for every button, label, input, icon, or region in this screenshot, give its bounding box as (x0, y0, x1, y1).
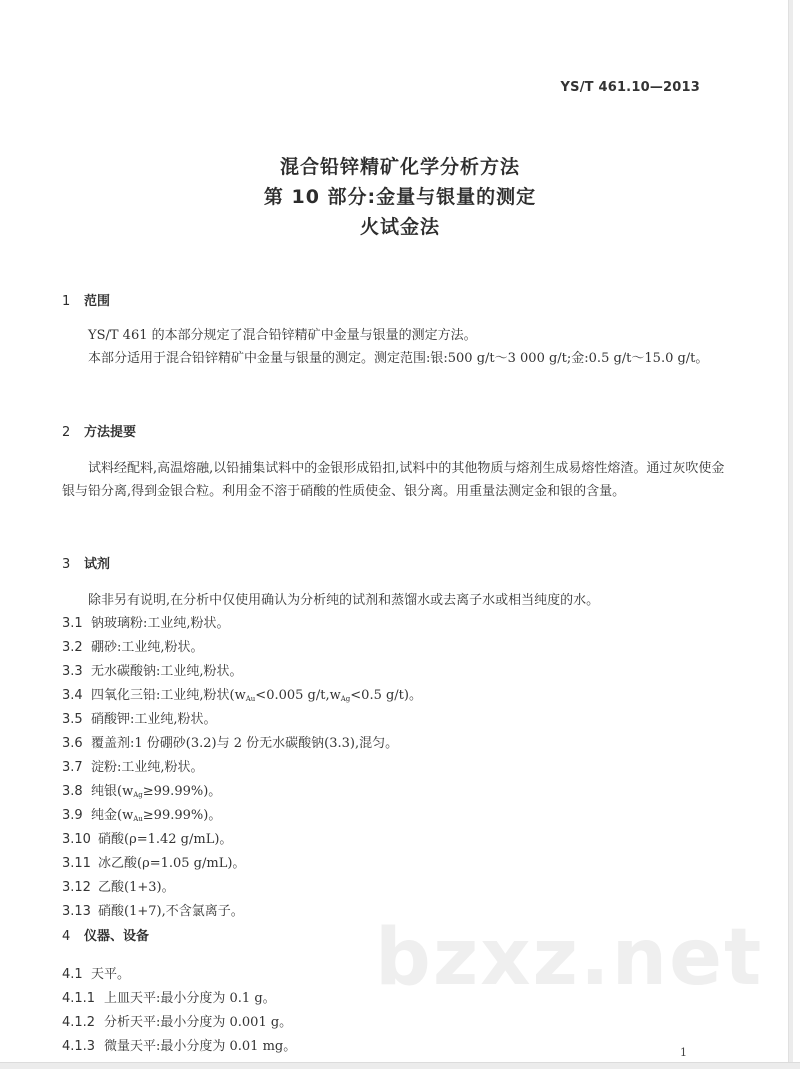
section-title: 范围 (84, 294, 111, 309)
list-item: 3.10 硝酸(ρ=1.42 g/mL)。 (62, 832, 233, 847)
list-item: 3.3 无水碳酸钠:工业纯,粉状。 (62, 664, 243, 679)
title-line-1: 混合铅锌精矿化学分析方法 (279, 156, 520, 178)
list-item: 3.5 硝酸钾:工业纯,粉状。 (62, 712, 217, 727)
list-item: 4.1.1 上皿天平:最小分度为 0.1 g。 (62, 991, 276, 1006)
document-title (0, 152, 800, 242)
list-item: 3.8 纯银$(w_{Ag}\ge 99.99\%)$。 (62, 784, 222, 799)
list-item: 3.12 乙酸(1+3)。 (62, 880, 175, 895)
section-number: 1 (62, 294, 71, 309)
watermark: bzxz.net (375, 913, 764, 1003)
list-item: 4.1.2 分析天平:最小分度为 0.001 g。 (62, 1015, 293, 1030)
list-item: 3.13 硝酸(1+7),不含氯离子。 (62, 904, 244, 919)
title-line-2: 第 10 部分:金量与银量的测定 (263, 186, 537, 208)
list-item: 3.1 钠玻璃粉:工业纯,粉状。 (62, 616, 230, 631)
page-number: 1 (680, 1046, 687, 1059)
section-heading-scope (62, 290, 110, 309)
section-title: 仪器、设备 (84, 929, 150, 944)
section-number: 4 (62, 929, 71, 944)
list-item: 3.11 冰乙酸(ρ=1.05 g/mL)。 (62, 856, 246, 871)
section-heading-principle (62, 421, 136, 440)
section-title: 方法提要 (84, 425, 137, 440)
paragraph: YS/T 461 的本部分规定了混合铅锌精矿中金量与银量的测定方法。 (88, 328, 477, 343)
list-item: 3.2 硼砂:工业纯,粉状。 (62, 640, 204, 655)
section-number: 2 (62, 425, 71, 440)
section-number: 3 (62, 557, 71, 572)
section-title: 试剂 (84, 557, 111, 572)
list-item: 4.1.3 微量天平:最小分度为 0.01 mg。 (62, 1039, 297, 1054)
list-item: 3.9 纯金$(w_{Au}\ge 99.99\%)$。 (62, 808, 222, 823)
list-item: 3.4 四氧化三铅:工业纯,粉状($w_{Au}<0.005$ $g/t,w_{Ag}<0.5$ g/t)。 (62, 688, 422, 703)
paragraph: 除非另有说明,在分析中仅使用确认为分析纯的试剂和蒸馏水或去离子水或相当纯度的水。 (88, 593, 600, 608)
title-line-3: 火试金法 (359, 216, 440, 238)
paragraph: 试料经配料,高温熔融,以铅捕集试料中的金银形成铅扣,试料中的其他物质与熔剂生成易熔性熔渣。通过灰吹使金银与铅分离,得到金银合粒。利用金不溶于硝酸的性质使金、银分离。用重量法测定金和银的含量。 (62, 461, 725, 499)
list-item: 3.6 覆盖剂:1 份硼砂(3.2)与 2 份无水碳酸钠(3.3),混匀。 (62, 736, 399, 751)
standard-code: YS/T 461.10—2013 (560, 80, 700, 95)
list-item: 3.7 淀粉:工业纯,粉状。 (62, 760, 204, 775)
section-heading-reagents (62, 553, 110, 572)
section-heading-apparatus (62, 925, 149, 944)
paragraph: 本部分适用于混合铅锌精矿中金量与银量的测定。测定范围:银:500 g/t～3 000 g/t;金:0.5 g/t～15.0 g/t。 (88, 351, 709, 366)
list-item: 4.1 天平。 (62, 967, 131, 982)
